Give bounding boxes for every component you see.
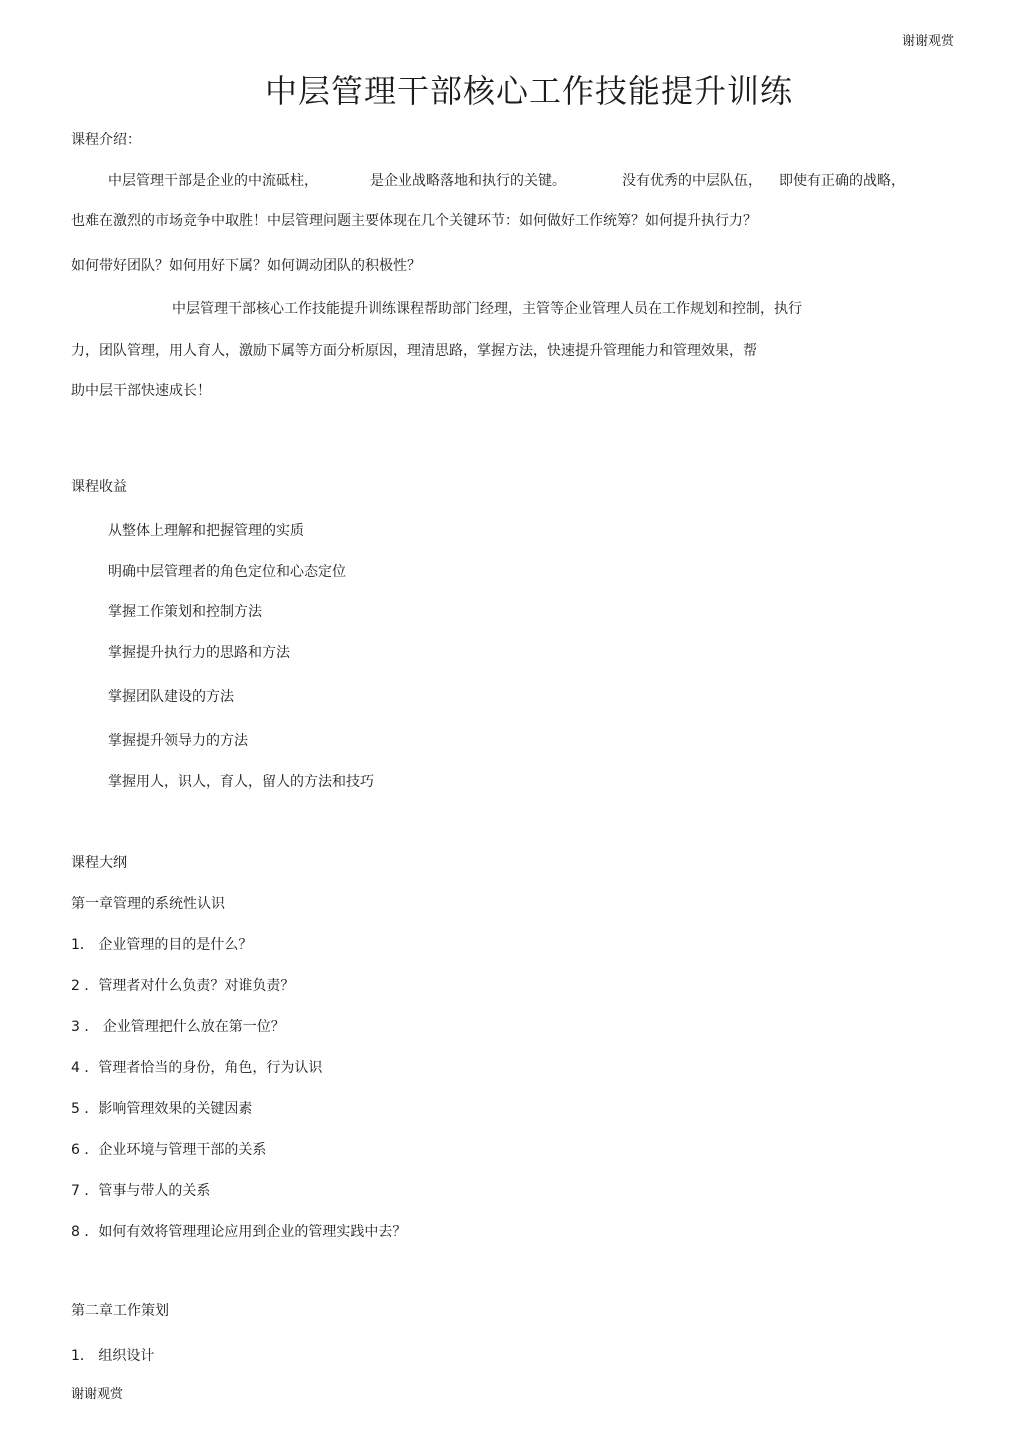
intro-p1-seg1: 中层管理干部是企业的中流砥柱， xyxy=(108,173,318,189)
outline-item: 7 ．管事与带人的关系 xyxy=(71,1183,211,1199)
outline-item: 2 ．管理者对什么负责？对谁负责？ xyxy=(71,978,295,994)
outline-heading: 课程大纲 xyxy=(71,855,127,871)
outline-item: 3 ． 企业管理把什么放在第一位？ xyxy=(71,1019,285,1035)
benefit-item: 明确中层管理者的角色定位和心态定位 xyxy=(108,564,346,580)
footer-watermark: 谢谢观赏 xyxy=(71,1387,124,1402)
intro-p1-seg3: 没有优秀的中层队伍， xyxy=(622,173,762,189)
intro-p2-line3: 助中层干部快速成长！ xyxy=(71,383,211,399)
chapter-1-title: 第一章管理的系统性认识 xyxy=(71,896,225,912)
benefit-item: 掌握提升领导力的方法 xyxy=(108,733,248,749)
intro-p2-line1: 中层管理干部核心工作技能提升训练课程帮助部门经理，主管等企业管理人员在工作规划和控制，执行 xyxy=(172,301,802,317)
outline-item: 4 ．管理者恰当的身份，角色，行为认识 xyxy=(71,1060,323,1076)
page-title: 中层管理干部核心工作技能提升训练 xyxy=(264,72,793,110)
benefit-item: 掌握团队建设的方法 xyxy=(108,689,234,705)
outline-item: 1． 组织设计 xyxy=(71,1348,155,1364)
header-watermark: 谢谢观赏 xyxy=(901,34,954,49)
intro-p1-line2: 也难在激烈的市场竞争中取胜！中层管理问题主要体现在几个关键环节：如何做好工作统筹？如何提升执行力？ xyxy=(71,213,757,229)
intro-p1-line3: 如何带好团队？如何用好下属？如何调动团队的积极性？ xyxy=(71,258,421,274)
chapter-2-title: 第二章工作策划 xyxy=(71,1303,169,1319)
outline-item: 5 ．影响管理效果的关键因素 xyxy=(71,1101,253,1117)
intro-heading: 课程介绍： xyxy=(71,132,141,148)
benefit-item: 掌握工作策划和控制方法 xyxy=(108,604,262,620)
benefit-item: 从整体上理解和把握管理的实质 xyxy=(108,523,304,539)
outline-item: 8 ．如何有效将管理理论应用到企业的管理实践中去？ xyxy=(71,1224,407,1240)
intro-p2-line2: 力，团队管理，用人育人，激励下属等方面分析原因，理清思路，掌握方法，快速提升管理能力和管理效果，帮 xyxy=(71,343,757,359)
benefit-item: 掌握提升执行力的思路和方法 xyxy=(108,645,290,661)
intro-p1-seg2: 是企业战略落地和执行的关键。 xyxy=(370,173,566,189)
benefit-item: 掌握用人，识人，育人，留人的方法和技巧 xyxy=(108,774,374,790)
outline-item: 6 ．企业环境与管理干部的关系 xyxy=(71,1142,267,1158)
outline-item: 1． 企业管理的目的是什么？ xyxy=(71,937,253,953)
intro-p1-seg4: 即使有正确的战略， xyxy=(779,173,905,189)
benefits-heading: 课程收益 xyxy=(71,479,127,495)
